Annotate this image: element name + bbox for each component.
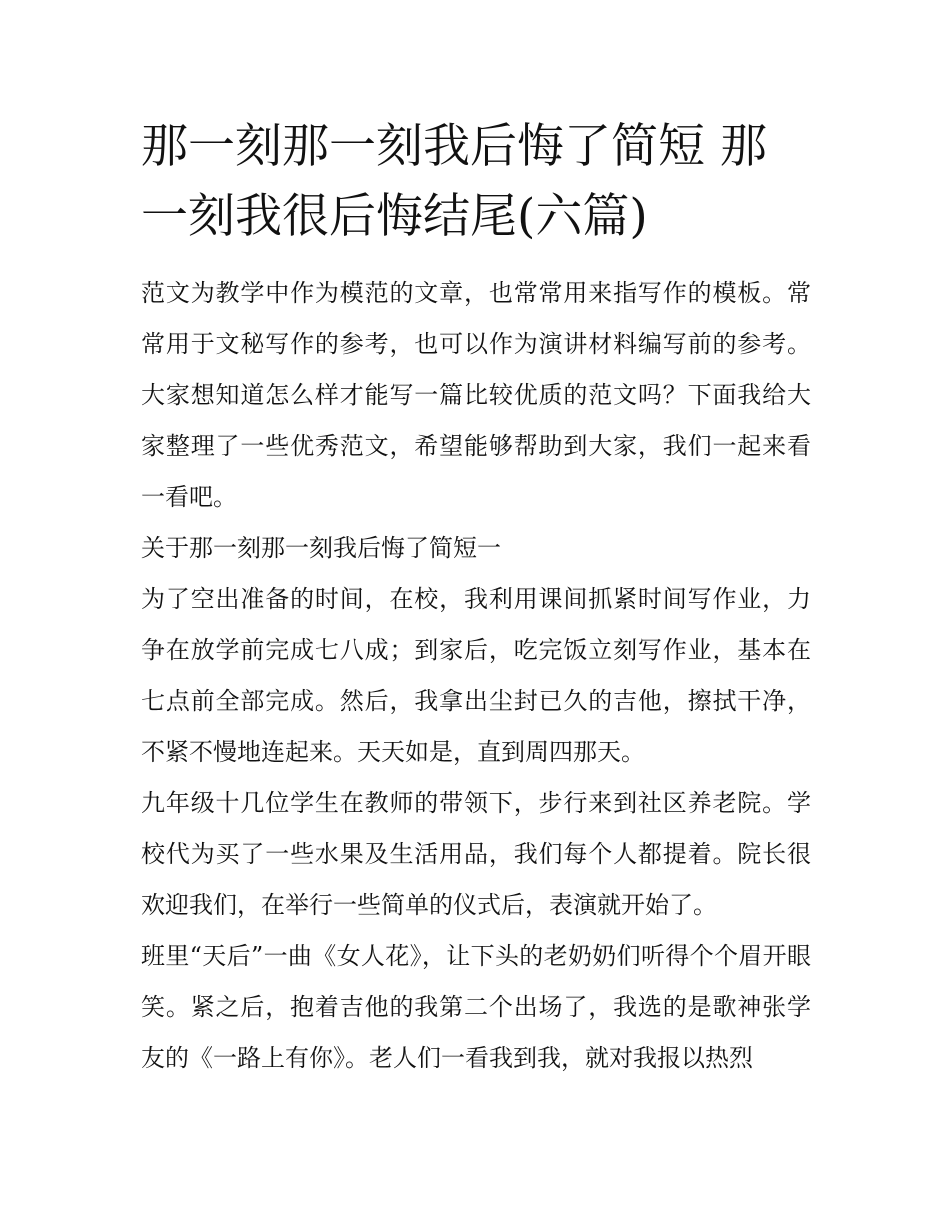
section-heading: 关于那一刻那一刻我后悔了简短一 (141, 534, 501, 562)
intro-paragraph: 范文为教学中作为模范的文章，也常常用来指写作的模板。常常用于文秘写作的参考，也可以作为演讲材料编写前的参考。大家想知道怎么样才能写一篇比较优质的范文吗？下面我给大家整理了一些优秀范文，希望能够帮助到大家，我们一起来看一看吧。 (141, 279, 811, 511)
body-paragraph: 九年级十几位学生在教师的带领下，步行来到社区养老院。学校代为买了一些水果及生活用品，我们每个人都提着。院长很欢迎我们，在举行一些简单的仪式后，表演就开始了。 (141, 789, 811, 919)
body-paragraph: 班里“天后”一曲《女人花》，让下头的老奶奶们听得个个眉开眼笑。紧之后，抱着吉他的我第二个出场了，我选的是歌神张学友的《一路上有你》。老人们一看我到我，就对我报以热烈 (141, 942, 811, 1072)
document-title: 那一刻那一刻我后悔了简短 那一刻我很后悔结尾(六篇) (141, 119, 767, 244)
document-body (141, 112, 811, 1084)
body-paragraph: 为了空出准备的时间，在校，我利用课间抓紧时间写作业，力争在放学前完成七八成；到家后，吃完饭立刻写作业，基本在七点前全部完成。然后，我拿出尘封已久的吉他，擦拭干净，不紧不慢地连起来。天天如是，直到周四那天。 (141, 585, 811, 766)
